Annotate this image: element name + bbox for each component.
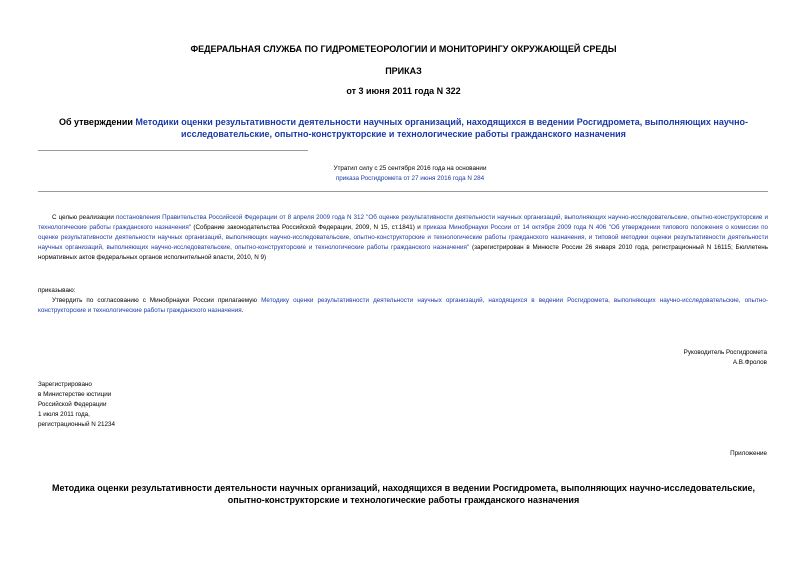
registration-line: 1 июля 2011 года, bbox=[38, 411, 90, 418]
doc-type-heading: ПРИКАЗ bbox=[385, 66, 422, 76]
divider-short bbox=[38, 150, 308, 151]
approve-start: Утвердить по согласованию с Минобрнауки России прилагаемую bbox=[52, 297, 262, 304]
status-note-link[interactable]: приказа Росгидромета от 27 июня 2016 года N 284 bbox=[335, 175, 485, 182]
registration-line: Российской Федерации bbox=[38, 401, 107, 408]
registration-block bbox=[38, 380, 115, 430]
divider-long bbox=[38, 191, 768, 192]
approve-paragraph bbox=[38, 296, 768, 316]
title-prefix: Об утверждении bbox=[58, 117, 136, 127]
approve-end: . bbox=[241, 307, 244, 314]
methodology-link[interactable]: Методику оценки результативности деятельности научных организаций, находящихся в ведении Росгидромета, выполняющих научно-исследовательские, опытно-конструкторские и технологические работы гражданского назначения bbox=[38, 297, 768, 314]
status-note bbox=[270, 164, 550, 184]
signature-name: А.В.Фролов bbox=[732, 359, 767, 366]
registration-line: регистрационный N 21234 bbox=[38, 421, 116, 428]
title-link[interactable]: Методики оценки результативности деятельности научных организаций, находящихся в ведении Росгидромета, выполняющих научно-исследовательские, опытно-конструкторские и технологические работы гражданского назначения bbox=[135, 117, 749, 139]
preamble-end: (зарегистрирован в Минюсте России 26 января 2010 года, регистрационный N 16115; Бюллетень нормативных актов федеральных органов исполнительной власти, 2010, N 9) bbox=[38, 244, 768, 261]
preamble-paragraph bbox=[38, 213, 768, 263]
order-word: приказываю: bbox=[38, 287, 76, 294]
ministry-order-link[interactable]: приказа Минобрнауки России от 14 октября 2009 года N 406 "Об утверждении типового положения о комиссии по оценке результативности деятельности научных организаций, выполняющих научно-исследовательские, опытно-конструкторские и технологические работы гражданского назначения, и типовой методики оценки результативности деятельности научных организаций, выполняющих научно-исследовательские, опытно-конструкторские и технологические работы гражданского назначения" bbox=[38, 224, 769, 251]
appendix-title: Методика оценки результативности деятельности научных организаций, находящихся в ведении Росгидромета, выполняющих научно-исследовательские, опытно-конструкторские и технологические работы гражданского назначения bbox=[51, 483, 756, 505]
preamble-start: С целью реализации bbox=[52, 214, 116, 221]
registration-line: в Министерстве юстиции bbox=[38, 391, 112, 398]
preamble-mid: (Собрание законодательства Российской Федерации, 2009, N 15, ст.1841) и bbox=[190, 224, 424, 231]
registration-line: Зарегистрировано bbox=[38, 381, 92, 388]
resolution-link[interactable]: постановления Правительства Российской Федерации от 8 апреля 2009 года N 312 "Об оценке результативности деятельности научных организаций, выполняющих научно-исследовательские, опытно-конструкторские и технологические работы гражданского назначения" bbox=[38, 214, 768, 231]
date-number-heading: от 3 июня 2011 года N 322 bbox=[346, 86, 461, 96]
status-note-text: Утратил силу с 25 сентября 2016 года на основании bbox=[333, 165, 487, 172]
appendix-label: Приложение bbox=[730, 450, 767, 457]
agency-heading: ФЕДЕРАЛЬНАЯ СЛУЖБА ПО ГИДРОМЕТЕОРОЛОГИИ И МОНИТОРИНГУ ОКРУЖАЮЩЕЙ СРЕДЫ bbox=[190, 44, 617, 54]
signature-block bbox=[684, 348, 767, 368]
signature-position: Руководитель Росгидромета bbox=[683, 349, 767, 356]
document-title bbox=[40, 116, 767, 140]
